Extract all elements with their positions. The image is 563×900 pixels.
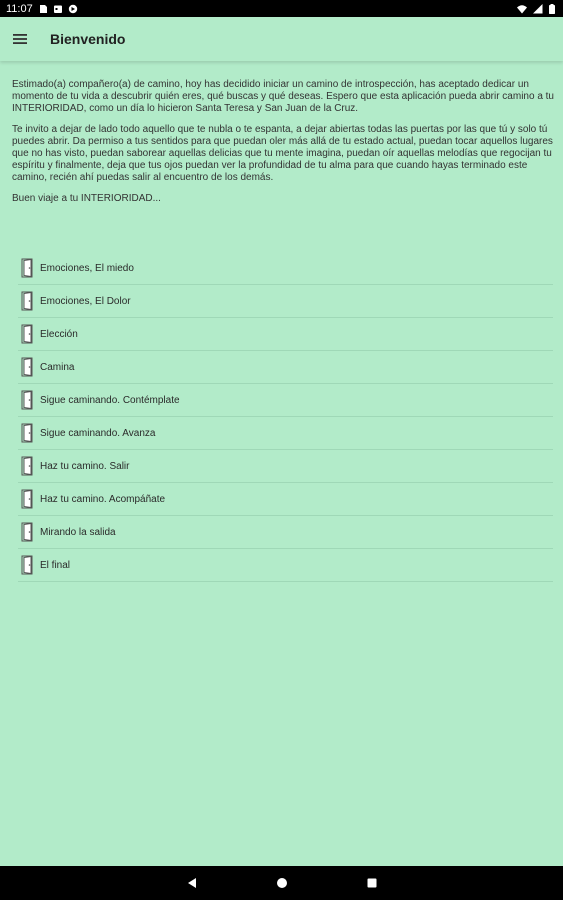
calendar-icon bbox=[53, 4, 63, 14]
chapter-label: Sigue caminando. Contémplate bbox=[40, 394, 180, 406]
chapter-item-sigue-caminando-contemplate[interactable] bbox=[18, 384, 553, 417]
hamburger-menu-icon bbox=[13, 33, 27, 45]
intro-paragraph-3: Buen viaje a tu INTERIORIDAD... bbox=[12, 193, 161, 204]
chapter-item-haz-tu-camino-salir[interactable] bbox=[18, 450, 553, 483]
recents-button[interactable] bbox=[365, 876, 379, 890]
chapter-item-camina[interactable] bbox=[18, 351, 553, 384]
door-icon bbox=[20, 258, 36, 278]
chapter-label: Emociones, El miedo bbox=[40, 262, 134, 274]
chapter-label: Haz tu camino. Acompáñate bbox=[40, 493, 166, 505]
door-icon bbox=[20, 522, 36, 542]
battery-icon bbox=[549, 4, 555, 14]
chapter-label: Emociones, El Dolor bbox=[40, 295, 131, 307]
chapter-item-haz-tu-camino-acompanate[interactable] bbox=[18, 483, 553, 516]
intro-paragraph-2: Te invito a dejar de lado todo aquello que te nubla o te espanta, a dejar abiertas todas las puertas por las que tú y solo tú puedes abrir. Da permiso a tus sentidos para que puedan oler más allá de tu estado actual, puedan tocar aquellos lugares que no has visto, puedan saborear aquellas delicias que tu mente imagina, puedan oír aquellas melodías que regocijan tu espíritu y finalmente, deja que tus ojos puedan ver la profundidad de tu alma para que cuando hayas terminado este camino, recién ahí puedas salir al encuentro de los demás. bbox=[12, 124, 553, 183]
home-icon bbox=[276, 877, 288, 889]
door-icon bbox=[20, 357, 36, 377]
media-icon bbox=[68, 4, 78, 14]
chapter-list bbox=[18, 252, 553, 582]
chapter-label: Sigue caminando. Avanza bbox=[40, 427, 156, 439]
chapter-item-mirando-la-salida[interactable] bbox=[18, 516, 553, 549]
back-button[interactable] bbox=[185, 876, 199, 890]
door-icon bbox=[20, 423, 36, 443]
back-icon bbox=[186, 877, 198, 889]
chapter-label: Elección bbox=[40, 328, 78, 340]
chapter-item-emociones-el-dolor[interactable] bbox=[18, 285, 553, 318]
door-icon bbox=[20, 456, 36, 476]
sim-card-icon bbox=[38, 4, 48, 14]
status-time: 11:07 bbox=[6, 2, 33, 15]
chapter-label: Haz tu camino. Salir bbox=[40, 460, 130, 472]
chapter-item-eleccion[interactable] bbox=[18, 318, 553, 351]
chapter-item-emociones-el-miedo[interactable] bbox=[18, 252, 553, 285]
door-icon bbox=[20, 324, 36, 344]
chapter-label: Mirando la salida bbox=[40, 526, 116, 538]
menu-button[interactable] bbox=[8, 27, 32, 51]
door-icon bbox=[20, 291, 36, 311]
door-icon bbox=[20, 390, 36, 410]
chapter-label: El final bbox=[40, 559, 71, 571]
status-bar bbox=[0, 0, 563, 17]
navigation-bar bbox=[0, 866, 563, 900]
chapter-item-el-final[interactable] bbox=[18, 549, 553, 582]
recents-icon bbox=[366, 877, 378, 889]
chapter-label: Camina bbox=[40, 361, 75, 373]
home-button[interactable] bbox=[275, 876, 289, 890]
door-icon bbox=[20, 489, 36, 509]
signal-icon bbox=[533, 4, 543, 14]
intro-paragraph-1: Estimado(a) compañero(a) de camino, hoy has decidido iniciar un camino de introspección, has aceptado dedicar un momento de tu vida a descubrir quién eres, qué buscas y qué deseas. Espero que esta aplicación pueda abrir camino a tu INTERIORIDAD, como un día lo hicieron Santa Teresa y San Juan de la Cruz. bbox=[12, 79, 554, 114]
door-icon bbox=[20, 555, 36, 575]
page-title: Bienvenido bbox=[50, 31, 126, 47]
intro-text bbox=[12, 79, 554, 214]
app-bar bbox=[0, 17, 563, 61]
wifi-icon bbox=[517, 4, 527, 14]
chapter-item-sigue-caminando-avanza[interactable] bbox=[18, 417, 553, 450]
